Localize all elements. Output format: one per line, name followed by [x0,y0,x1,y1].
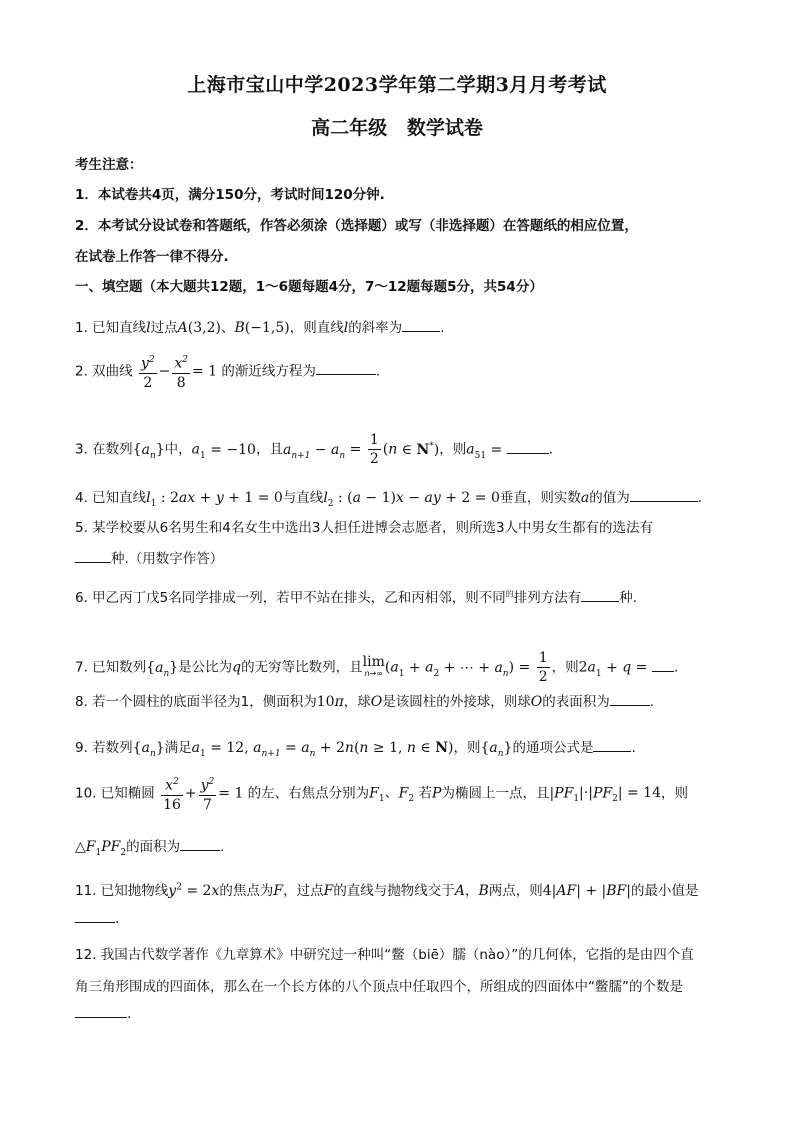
note-1: 1．本试卷共4页，满分150分，考试时间120分钟. [75,187,385,203]
question-12-answer-line: . [75,1005,131,1022]
question-10: 10. 已知椭圆 $\frac{x^2}{16}$ + $\frac{y^2}{7}$ = 1 的左、右焦点分别为$F_1$、$F_2$ 若P为椭圆上一点，且$|PF_1|\cdot|PF_2| = 14$，则 [75,774,688,813]
question-10-continued: $\triangle F_1PF_2$的面积为 . [75,839,225,858]
question-5: 5. 某学校要从6名男生和4名女生中选出3人担任进博会志愿者，则所选3人中男女生都有的选法有 [75,520,654,536]
question-9: 9. 若数列$\{a_n\}$满足$a_1 = 12$, $a_{n+1} = a_n + 2n(n \ge 1$, n ∈ N)，则$\{a_n\}$的通项公式是 . [75,740,636,759]
question-3: 3. 在数列$\{a_n\}$中，$a_1 = -10$，且$a_{n+1} - a_n$ = $\frac{1}{2}$ (n ∈ N*)，则$a_{51}$ = . [75,432,554,467]
question-11-continued: . [75,910,119,927]
question-7: 7. 已知数列$\{a_n\}$是公比为q的无穷等比数列，且lim n→∞ ($a_1 + a_2$ + ⋯ + $a_n$) = $\frac{1}{2}$ ，则$2a_1 + q$ = . [75,650,679,685]
question-11: 11. 已知抛物线$y^2 = 2x$的焦点为F，过点F的直线与抛物线交于A，B两点，则4|AF| + |BF|的最小值是 [75,882,699,899]
notes-heading: 考生注意： [75,157,143,173]
note-2: 2．本考试分设试卷和答题纸，作答必须涂（选择题）或写（非选择题）在答题纸的相应位置， [75,218,638,234]
question-4: 4. 已知直线$l_1$ : 2ax + y + 1 = 0与直线$l_2$ : (a − 1)x − ay + 2 = 0垂直，则实数a的值为 . [75,490,703,509]
question-12-continued: 角三角形围成的四面体，那么在一个长方体的八个顶点中任取四个，所组成的四面体中“鳖臑”的个数是 [75,979,683,995]
question-1: 1. 已知直线l过点A(3,2)、B(−1,5)，则直线l的斜率为 . [75,320,445,336]
section-heading: 一、填空题（本大题共12题，1～6题每题4分，7～12题每题5分，共54分） [75,279,543,295]
question-2: 2. 双曲线 $\frac{y^2}{2}$ − $\frac{x^2}{8}$ = 1 的渐近线方程为 . [75,352,380,391]
question-6: 6. 甲乙丙丁戊5名同学排成一列，若甲不站在排头，乙和丙相邻，则不同$^的$排列方法有 种. [75,589,638,606]
question-12: 12. 我国古代数学著作《九章算术》中研究过一种叫“鳖（biē）臑（nào）”的几何体，它指的是由四个直 [75,947,694,963]
note-2-continued: 在试卷上作答一律不得分. [75,249,229,265]
exam-title: 上海市宝山中学2023学年第二学期3月月考考试 [187,74,607,96]
question-5-continued: 种.（用数字作答） [75,547,223,567]
exam-subtitle: 高二年级 数学试卷 [311,117,483,139]
question-8: 8. 若一个圆柱的底面半径为1，侧面积为10π，球O是该圆柱的外接球，则球O的表面积为 . [75,694,655,710]
